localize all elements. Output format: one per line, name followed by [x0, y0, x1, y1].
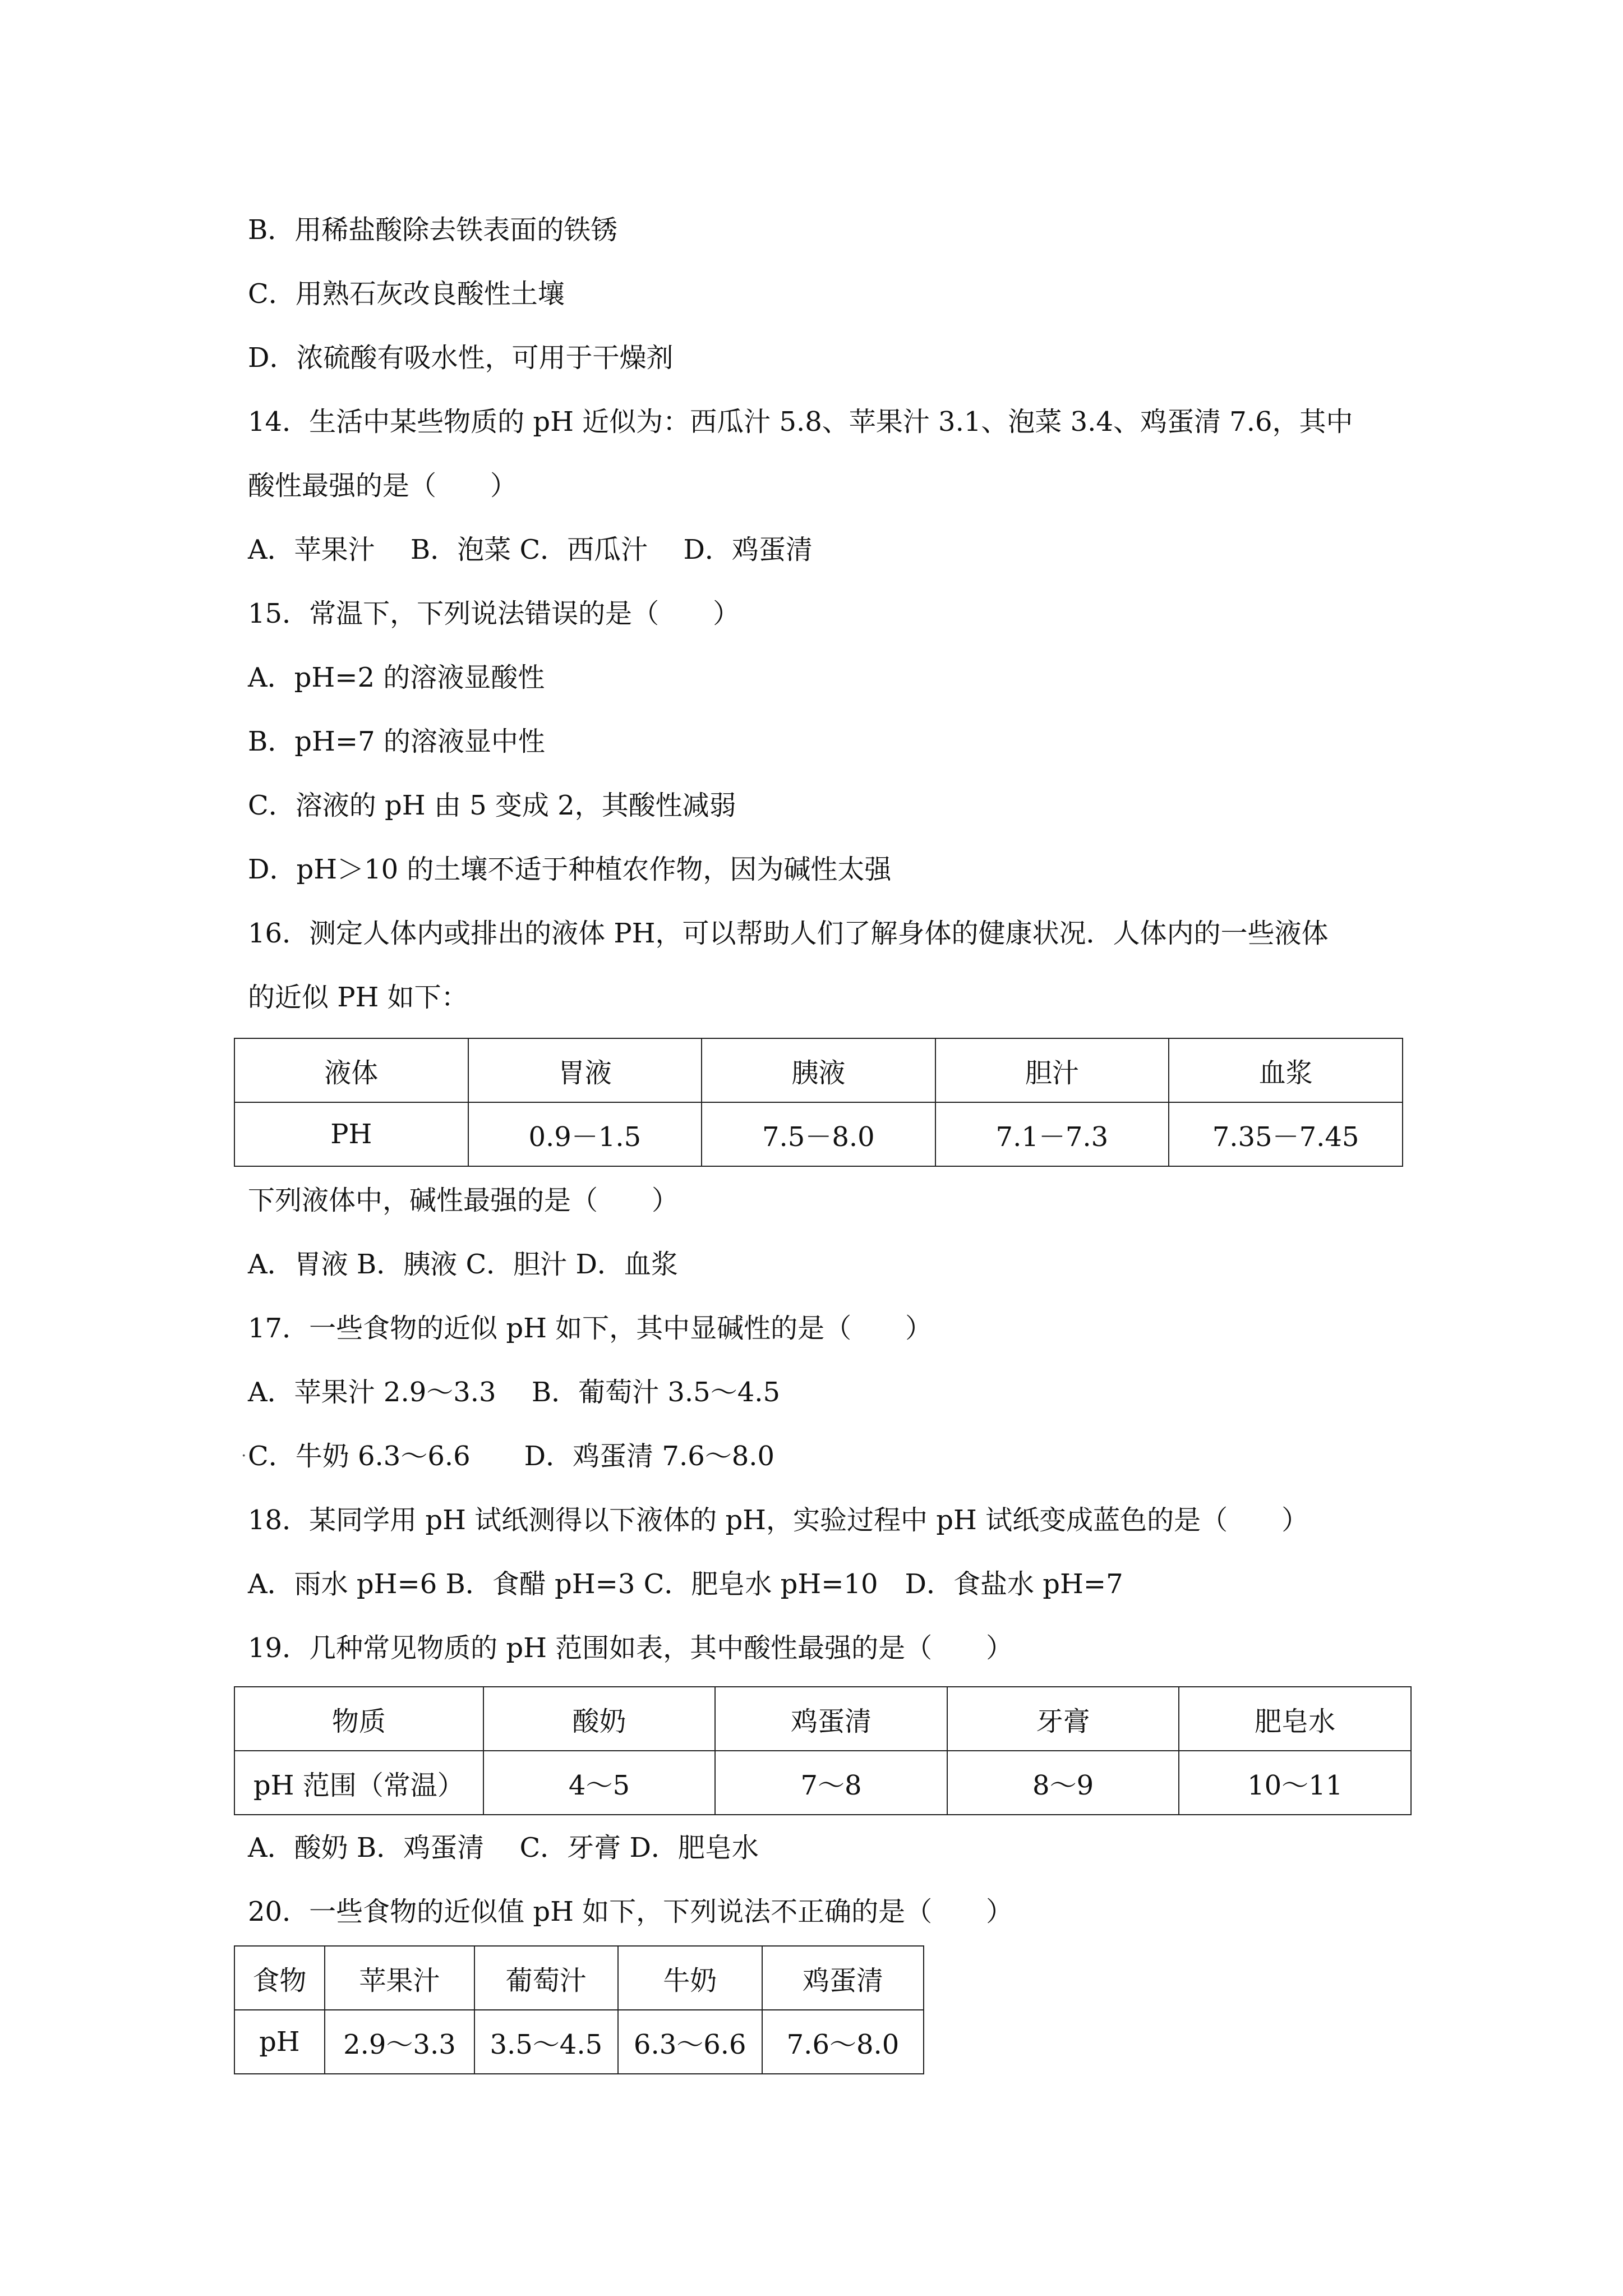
q17-options-ab: A．苹果汁 2.9～3.3 B．葡萄汁 3.5～4.5 [248, 1377, 781, 1408]
table-row [234, 2010, 924, 2074]
q20-stem: 20．一些食物的近似值 pH 如下，下列说法不正确的是（ ） [248, 1896, 1013, 1927]
table-cell: 酸奶 [483, 1687, 716, 1751]
table-cell: 4～5 [483, 1751, 716, 1815]
table-cell: 食物 [234, 1946, 325, 2010]
q14-options: A．苹果汁 B．泡菜 C．西瓜汁 D．鸡蛋清 [248, 534, 813, 565]
table-cell: 鸡蛋清 [762, 1946, 924, 2010]
table-row [234, 1946, 924, 2010]
table-cell: 鸡蛋清 [715, 1687, 947, 1751]
table-cell: 牙膏 [947, 1687, 1179, 1751]
q17-options-cd: C．牛奶 6.3～6.6 D．鸡蛋清 7.6～8.0 [248, 1441, 775, 1472]
table-cell: 液体 [234, 1038, 468, 1102]
table-cell: 牛奶 [618, 1946, 762, 2010]
table-cell: PH [234, 1102, 468, 1166]
q18-options: A．雨水 pH=6 B．食醋 pH=3 C．肥皂水 pH=10 D．食盐水 pH=7 [248, 1568, 1123, 1600]
q14-stem-line2: 酸性最强的是（ ） [248, 470, 518, 501]
table-cell: 苹果汁 [325, 1946, 474, 2010]
table-row [234, 1751, 1411, 1815]
table-cell: pH [234, 2010, 325, 2074]
q15-stem: 15．常温下，下列说法错误的是（ ） [248, 598, 740, 629]
table-cell: 2.9～3.3 [325, 2010, 474, 2074]
table-cell: 7.35－7.45 [1169, 1102, 1403, 1166]
table-row [234, 1687, 1411, 1751]
table-cell: 胰液 [702, 1038, 935, 1102]
table-cell: 胆汁 [935, 1038, 1169, 1102]
table-cell: 物质 [234, 1687, 483, 1751]
q13-option-d: D．浓硫酸有吸水性，可用于干燥剂 [248, 342, 674, 374]
q17-stem: 17．一些食物的近似 pH 如下，其中显碱性的是（ ） [248, 1313, 933, 1344]
q13-option-c: C．用熟石灰改良酸性土壤 [248, 278, 565, 310]
q15-option-a: A．pH=2 的溶液显酸性 [248, 662, 545, 693]
table-cell: 3.5～4.5 [474, 2010, 617, 2074]
q19-stem: 19．几种常见物质的 pH 范围如表，其中酸性最强的是（ ） [248, 1632, 1013, 1664]
table-cell: 7.1－7.3 [935, 1102, 1169, 1166]
table-row [234, 1038, 1403, 1102]
q16-question: 下列液体中，碱性最强的是（ ） [248, 1185, 679, 1216]
q18-stem: 18．某同学用 pH 试纸测得以下液体的 pH，实验过程中 pH 试纸变成蓝色的是（ ） [248, 1504, 1309, 1536]
table-cell: 6.3～6.6 [618, 2010, 762, 2074]
q15-option-d: D．pH＞10 的土壤不适于种植农作物，因为碱性太强 [248, 854, 892, 885]
table-cell: 8～9 [947, 1751, 1179, 1815]
q16-ph-table [234, 1038, 1403, 1167]
q19-options: A．酸奶 B．鸡蛋清 C．牙膏 D．肥皂水 [248, 1832, 759, 1864]
table-cell: 7.5－8.0 [702, 1102, 935, 1166]
q16-options: A．胃液 B．胰液 C．胆汁 D．血浆 [248, 1249, 678, 1280]
q20-ph-table [234, 1945, 924, 2074]
table-cell: 10～11 [1179, 1751, 1411, 1815]
q16-stem-line2: 的近似 PH 如下： [248, 982, 468, 1013]
table-row [234, 1102, 1403, 1166]
table-cell: 血浆 [1169, 1038, 1403, 1102]
q13-option-b: B．用稀盐酸除去铁表面的铁锈 [248, 214, 618, 246]
table-cell: 0.9－1.5 [468, 1102, 702, 1166]
q16-stem-line1: 16．测定人体内或排出的液体 PH，可以帮助人们了解身体的健康状况．人体内的一些液体 [248, 918, 1329, 949]
table-cell: 肥皂水 [1179, 1687, 1411, 1751]
q14-stem-line1: 14．生活中某些物质的 pH 近似为：西瓜汁 5.8、苹果汁 3.1、泡菜 3.4、鸡蛋清 7.6，其中 [248, 406, 1353, 438]
q15-option-c: C．溶液的 pH 由 5 变成 2，其酸性减弱 [248, 790, 736, 821]
q15-option-b: B．pH=7 的溶液显中性 [248, 726, 545, 757]
table-cell: 7.6～8.0 [762, 2010, 924, 2074]
scan-speck: · [241, 1446, 247, 1466]
table-cell: 葡萄汁 [474, 1946, 617, 2010]
table-cell: pH 范围（常温） [234, 1751, 483, 1815]
table-cell: 胃液 [468, 1038, 702, 1102]
q19-ph-table [234, 1686, 1412, 1815]
table-cell: 7～8 [715, 1751, 947, 1815]
